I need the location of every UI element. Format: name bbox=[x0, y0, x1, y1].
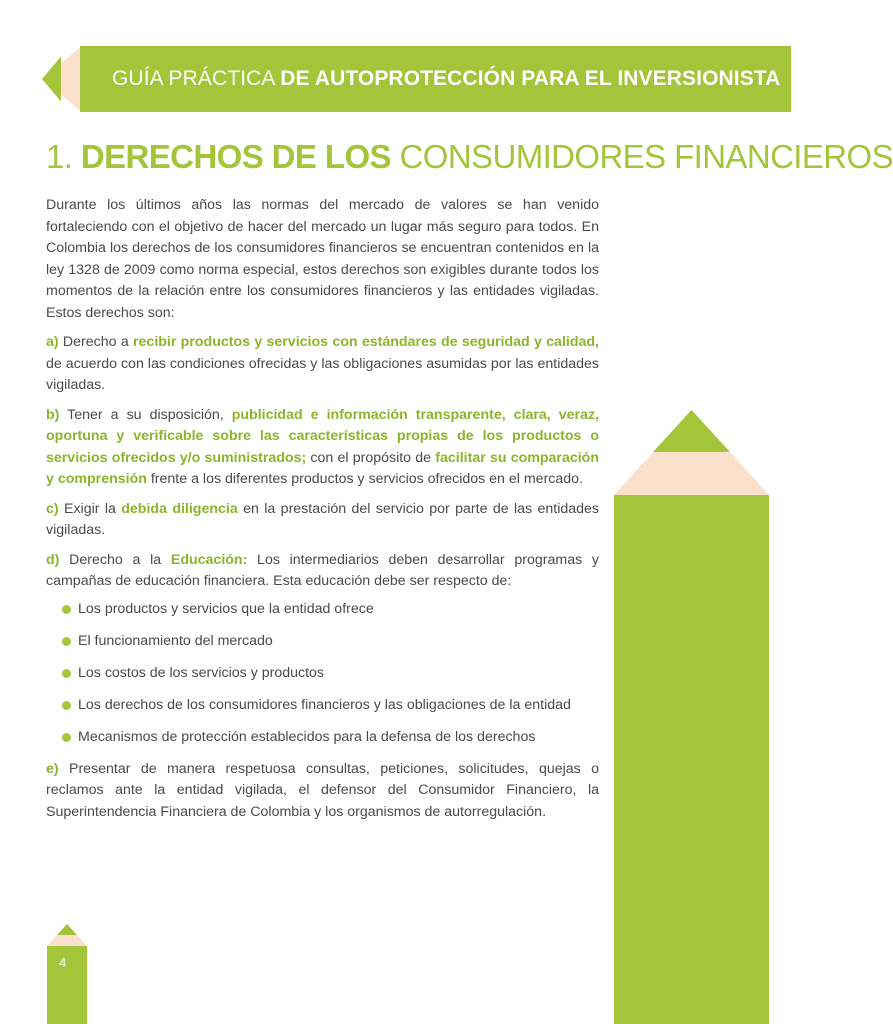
item-e-label: e) bbox=[46, 760, 59, 777]
bullet-dot-icon bbox=[62, 669, 71, 678]
item-b-text-1: Tener a su disposición, bbox=[59, 406, 232, 423]
item-d bbox=[46, 550, 599, 593]
item-c-highlight: debida diligencia bbox=[121, 500, 238, 517]
bullet-dot-icon bbox=[62, 637, 71, 646]
page-pencil-tip-icon bbox=[47, 924, 87, 946]
education-bullet-list bbox=[60, 599, 599, 749]
item-b-label: b) bbox=[46, 406, 60, 423]
bullet-text: Mecanismos de protección establecidos para la defensa de los derechos bbox=[78, 728, 536, 745]
bullet-text: Los productos y servicios que la entidad ofrece bbox=[78, 600, 374, 617]
item-b-highlight-1: publicidad e información transparente, clara, veraz, oportuna y verificable sobre las características propias de los productos o servicios ofrecidos y/o suministrados; bbox=[46, 406, 599, 466]
intro-paragraph: Durante los últimos años las normas del mercado de valores se han venido fortaleciendo con el objetivo de hacer del mercado un lugar más seguro para todos. En Colombia los derechos de los consumidores financieros se encuentran contenidos en la ley 1328 de 2009 como norma especial, estos derechos son exigibles durante todos los momentos de la relación entre los consumidores financieros y las entidades vigiladas. Estos derechos son: bbox=[46, 197, 599, 321]
item-a-text-1: Derecho a bbox=[58, 334, 134, 350]
bullet-text: Los costos de los servicios y productos bbox=[78, 664, 325, 681]
list-item bbox=[60, 599, 599, 621]
bullet-text: El funcionamiento del mercado bbox=[78, 632, 273, 649]
item-c bbox=[46, 499, 599, 542]
item-c-label: c) bbox=[46, 500, 59, 517]
bullet-dot-icon bbox=[62, 701, 71, 710]
bullet-text: Los derechos de los consumidores financieros y las obligaciones de la entidad bbox=[78, 696, 571, 713]
item-d-label: d) bbox=[46, 551, 60, 568]
page-number-box bbox=[47, 946, 87, 1024]
page-number: 4 bbox=[59, 955, 67, 970]
body-content bbox=[46, 195, 599, 831]
header-title bbox=[112, 46, 780, 112]
item-c-text-1: Exigir la bbox=[58, 500, 122, 517]
item-a-highlight: recibir productos y servicios con estándares de seguridad y calidad, bbox=[133, 334, 599, 350]
section-title-light: CONSUMIDORES FINANCIEROS bbox=[399, 138, 893, 175]
section-number: 1. bbox=[46, 138, 81, 175]
section-title-bold: DERECHOS DE LOS bbox=[80, 138, 400, 175]
item-d-highlight: Educación: bbox=[170, 551, 248, 568]
list-item bbox=[60, 631, 599, 653]
item-e bbox=[46, 759, 599, 824]
item-d-text-2: Los intermediarios deben desarrollar programas y campañas de educación financiera. Esta educación debe ser respecto de: bbox=[46, 551, 600, 589]
item-b-text-3: frente a los diferentes productos y servicios ofrecidos en el mercado. bbox=[146, 471, 584, 487]
item-e-text-1: Presentar de manera respetuosa consultas, peticiones, solicitudes, quejas o reclamos ante la entidad vigilada, el defensor del Consumidor Financiero, la Superintendencia Financiera de Colombia y los organismos de autorregulación. bbox=[46, 760, 599, 820]
item-a-text-2: de acuerdo con las condiciones ofrecidas y las obligaciones asumidas por las entidades vigiladas. bbox=[46, 355, 599, 393]
list-item bbox=[60, 663, 599, 685]
header-title-bold: DE AUTOPROTECCIÓN PARA EL INVERSIONISTA bbox=[280, 67, 781, 90]
pencil-tip-icon bbox=[42, 46, 82, 112]
pencil-illustration-icon bbox=[614, 410, 769, 1024]
item-c-text-2: en la prestación del servicio por parte de las entidades vigiladas. bbox=[46, 500, 599, 538]
list-item bbox=[60, 695, 599, 717]
item-b-text-2: con el propósito de bbox=[306, 449, 436, 466]
item-b-highlight-2: facilitar su comparación y comprensión bbox=[46, 449, 599, 487]
item-b bbox=[46, 405, 599, 491]
list-item bbox=[60, 727, 599, 749]
bullet-dot-icon bbox=[62, 733, 71, 742]
bullet-dot-icon bbox=[62, 605, 71, 614]
section-heading bbox=[46, 138, 893, 176]
item-a bbox=[46, 332, 599, 397]
item-a-label: a) bbox=[46, 334, 59, 350]
item-d-text-1: Derecho a la bbox=[59, 551, 171, 568]
header-title-light: GUÍA PRÁCTICA bbox=[112, 67, 281, 90]
